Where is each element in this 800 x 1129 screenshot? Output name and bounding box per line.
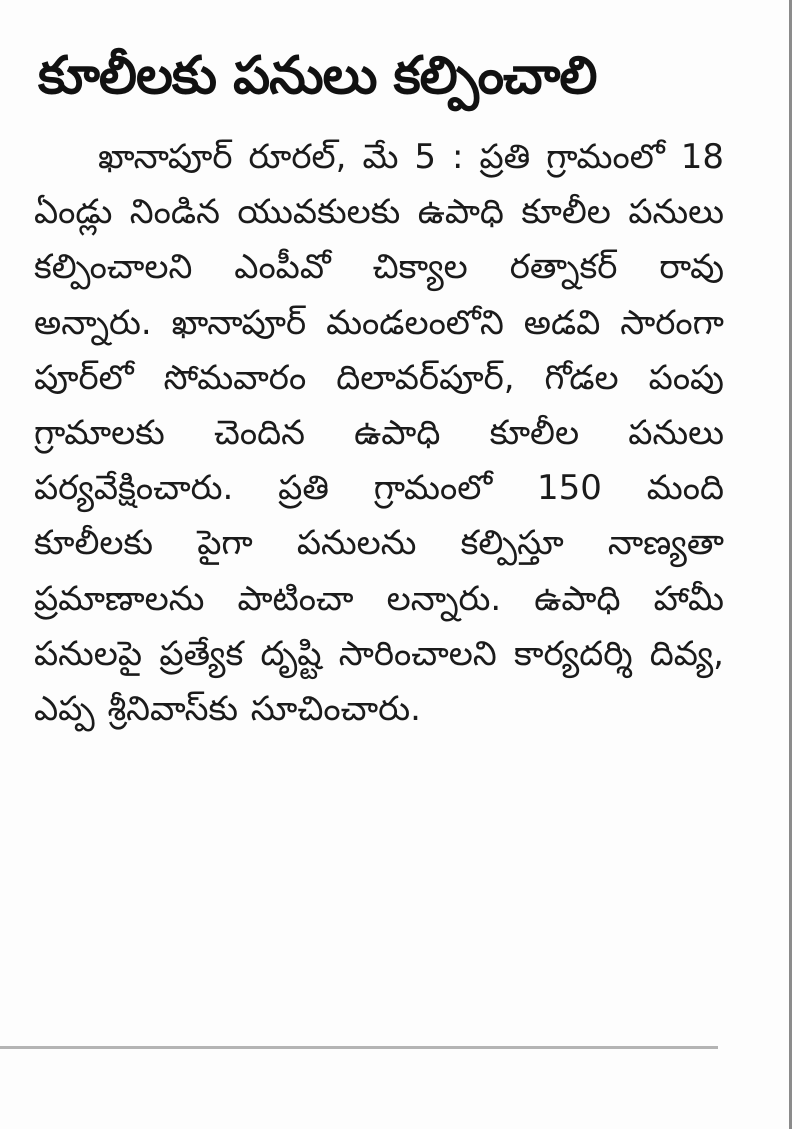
news-article — [24, 30, 724, 737]
article-headline: కూలీలకు పనులు కల్పించాలి — [38, 46, 597, 106]
article-body: ఖానాపూర్ రూరల్, మే 5 : ప్రతి గ్రామంలో 18 ఏండ్లు నిండిన యువకులకు ఉపాధి కూలీల పనులు కల్పించాలని ఎంపీవో చిక్యాల రత్నాకర్ రావు అన్నారు. ఖానాపూర్ మండలంలోని అడవి సారంగా పూర్‌లో సోమవారం దిలావర్‌పూర్, గోడల పంపు గ్రామాలకు చెందిన ఉపాధి కూలీల పనులు పర్యవేక్షించారు. ప్రతి గ్రామంలో 150 మంది కూలీలకు పైగా పనులను కల్పిస్తూ నాణ్యతా ప్రమాణాలను పాటించా లన్నారు. ఉపాధి హామీ పనులపై ప్రత్యేక దృష్టి సారించాలని కార్యదర్శి దివ్య, ఎప్ప శ్రీనివాస్‌కు సూచించారు. — [34, 137, 724, 730]
column-divider-rule — [789, 0, 792, 1129]
article-end-rule — [0, 1046, 718, 1049]
